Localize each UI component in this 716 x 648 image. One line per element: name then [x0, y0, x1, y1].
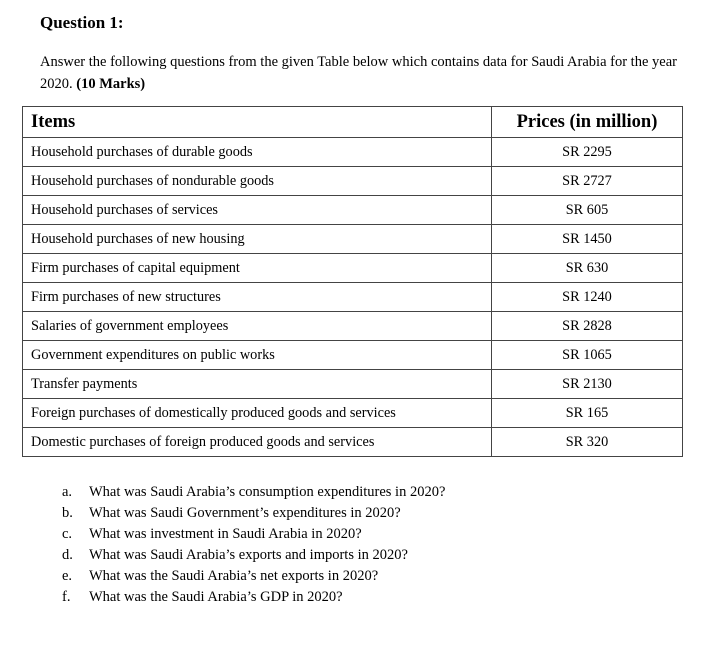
item-cell: Transfer payments [23, 370, 492, 399]
table-row [23, 312, 683, 341]
price-cell: SR 320 [492, 428, 683, 457]
item-cell: Foreign purchases of domestically produced goods and services [23, 399, 492, 428]
table-row [23, 341, 683, 370]
price-cell: SR 1065 [492, 341, 683, 370]
question-text: What was the Saudi Arabia’s GDP in 2020? [89, 589, 343, 605]
price-cell: SR 1450 [492, 225, 683, 254]
question-label: c. [62, 526, 73, 542]
question-list [62, 482, 445, 608]
item-cell: Domestic purchases of foreign produced goods and services [23, 428, 492, 457]
question-item [62, 545, 445, 566]
table-row [23, 370, 683, 399]
question-item [62, 524, 445, 545]
question-title: Question 1: [40, 13, 124, 32]
table-header-row [23, 107, 683, 138]
question-text: What was Saudi Arabia’s exports and imports in 2020? [89, 547, 408, 563]
marks-label: (10 Marks) [76, 76, 146, 92]
price-cell: SR 165 [492, 399, 683, 428]
question-label: f. [62, 589, 71, 605]
table-row [23, 196, 683, 225]
items-header: Items [23, 107, 492, 138]
item-cell: Firm purchases of capital equipment [23, 254, 492, 283]
question-text: What was Saudi Government’s expenditures in 2020? [89, 505, 401, 521]
table-row [23, 399, 683, 428]
question-intro [40, 51, 680, 95]
question-item [62, 587, 445, 608]
table-row [23, 138, 683, 167]
question-label: a. [62, 484, 73, 500]
price-cell: SR 2295 [492, 138, 683, 167]
item-cell: Household purchases of services [23, 196, 492, 225]
question-item [62, 566, 445, 587]
prices-header: Prices (in million) [492, 107, 683, 138]
question-label: d. [62, 547, 73, 563]
price-cell: SR 2130 [492, 370, 683, 399]
question-text: What was Saudi Arabia’s consumption expenditures in 2020? [89, 484, 446, 500]
price-cell: SR 2828 [492, 312, 683, 341]
item-cell: Firm purchases of new structures [23, 283, 492, 312]
data-table [22, 106, 683, 457]
price-cell: SR 1240 [492, 283, 683, 312]
item-cell: Household purchases of nondurable goods [23, 167, 492, 196]
question-label: b. [62, 505, 73, 521]
item-cell: Salaries of government employees [23, 312, 492, 341]
price-cell: SR 605 [492, 196, 683, 225]
table-row [23, 254, 683, 283]
question-text: What was the Saudi Arabia’s net exports in 2020? [89, 568, 379, 584]
question-item [62, 503, 445, 524]
table-row [23, 283, 683, 312]
price-cell: SR 2727 [492, 167, 683, 196]
question-item [62, 482, 445, 503]
intro-text: Answer the following questions from the given Table below which contains data for Saudi Arabia for the year 2020. [40, 54, 677, 92]
item-cell: Household purchases of new housing [23, 225, 492, 254]
table-row [23, 428, 683, 457]
item-cell: Household purchases of durable goods [23, 138, 492, 167]
item-cell: Government expenditures on public works [23, 341, 492, 370]
question-label: e. [62, 568, 73, 584]
question-text: What was investment in Saudi Arabia in 2020? [89, 526, 362, 542]
price-cell: SR 630 [492, 254, 683, 283]
table-row [23, 225, 683, 254]
table-row [23, 167, 683, 196]
